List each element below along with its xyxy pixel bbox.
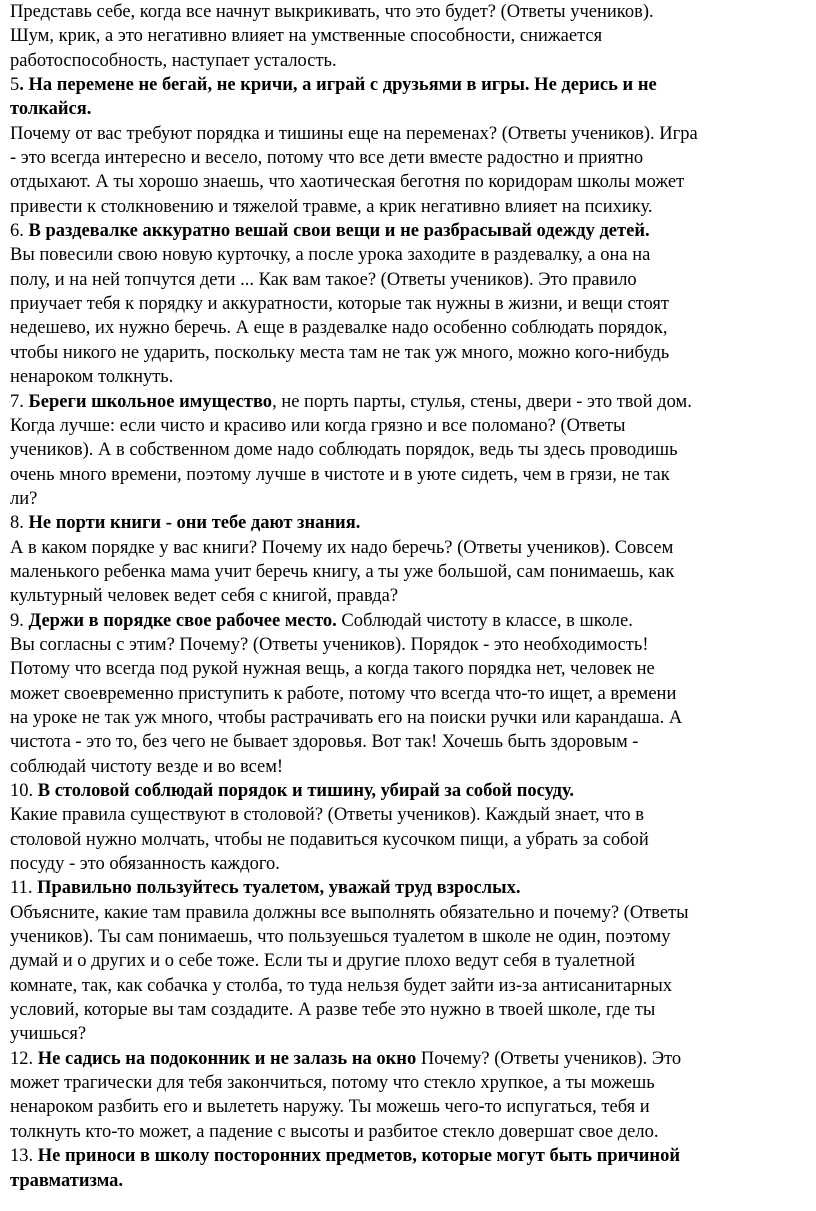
- text-run: 7.: [10, 391, 29, 412]
- text-run: Представь себе, когда все начнут выкрикивать, что это будет? (Ответы учеников).: [10, 2, 654, 22]
- text-line: [10, 1022, 804, 1046]
- paragraph: [10, 1144, 804, 1193]
- text-line: [10, 122, 804, 146]
- bold-text-run: толкайся.: [10, 99, 92, 120]
- text-line: [10, 1120, 804, 1144]
- text-line: [10, 633, 804, 657]
- text-line: [10, 1144, 804, 1168]
- text-line: [10, 49, 804, 73]
- text-run: учеников). А в собственном доме надо соблюдать порядок, ведь ты здесь проводишь: [10, 440, 678, 461]
- text-run: 10.: [10, 781, 38, 801]
- paragraph: [10, 73, 804, 219]
- text-run: Какие правила существуют в столовой? (Ответы учеников). Каждый знает, что в: [10, 805, 645, 826]
- text-run: соблюдай чистоту везде и во всем!: [10, 756, 284, 777]
- text-run: Потому что всегда под рукой нужная вещь, а когда такого порядка нет, человек не: [10, 659, 655, 680]
- text-run: чтобы никого не ударить, поскольку места там не так уж много, можно кого-нибудь: [10, 342, 670, 363]
- text-line: [10, 487, 804, 511]
- text-run: Объясните, какие там правила должны все выполнять обязательно и почему? (Ответы: [10, 902, 689, 923]
- text-line: [10, 365, 804, 389]
- text-line: [10, 438, 804, 462]
- text-run: Почему? (Ответы учеников). Это: [416, 1048, 682, 1069]
- text-line: [10, 560, 804, 584]
- text-line: [10, 974, 804, 998]
- paragraph: [10, 511, 804, 608]
- text-line: [10, 657, 804, 681]
- text-line: [10, 511, 804, 535]
- text-line: [10, 755, 804, 779]
- text-run: очень много времени, поэтому лучше в чистоте и в уюте сидеть, чем в грязи, не так: [10, 464, 670, 485]
- text-run: думай и о других и о себе тоже. Если ты и другие плохо ведут себя в туалетной: [10, 951, 635, 972]
- bold-text-run: Береги школьное имущество: [28, 391, 273, 412]
- text-run: 9.: [10, 610, 29, 631]
- text-line: [10, 24, 804, 48]
- text-line: [10, 146, 804, 170]
- text-line: [10, 0, 804, 24]
- bold-text-run: Не порти книги - они тебе дают знания.: [28, 513, 361, 534]
- text-run: - это всегда интересно и весело, потому что все дети вместе радостно и приятно: [10, 148, 644, 169]
- text-run: ли?: [10, 488, 38, 509]
- text-line: [10, 779, 804, 803]
- text-run: Соблюдай чистоту в классе, в школе.: [336, 610, 633, 631]
- text-run: Вы согласны с этим? Почему? (Ответы учеников). Порядок - это необходимость!: [10, 634, 649, 655]
- text-run: 8.: [10, 513, 29, 534]
- bold-text-run: В столовой соблюдай порядок и тишину, убирай за собой посуду.: [37, 781, 575, 801]
- paragraph: [10, 779, 804, 876]
- text-line: [10, 1095, 804, 1119]
- text-line: [10, 828, 804, 852]
- text-run: посуду - это обязанность каждого.: [10, 854, 280, 875]
- text-run: комнате, так, как собачка у столба, то туда нельзя будет зайти из-за антисанитарных: [10, 975, 673, 996]
- text-line: [10, 73, 804, 97]
- text-line: [10, 1047, 804, 1071]
- text-line: [10, 390, 804, 414]
- bold-text-run: Держи в порядке свое рабочее место.: [28, 610, 337, 631]
- text-run: на уроке не так уж много, чтобы растрачивать его на поиски ручки или карандаша. А: [10, 707, 683, 728]
- text-line: [10, 292, 804, 316]
- text-run: привести к столкновению и тяжелой травме, а крик негативно влияет на психику.: [10, 196, 653, 217]
- text-line: [10, 730, 804, 754]
- bold-text-run: Правильно пользуйтесь туалетом, уважай труд взрослых.: [37, 878, 521, 899]
- bold-text-run: Не приноси в школу посторонних предметов, которые могут быть причиной: [37, 1146, 680, 1167]
- paragraph: [10, 390, 804, 512]
- text-line: [10, 1169, 804, 1193]
- text-line: [10, 609, 804, 633]
- text-line: [10, 949, 804, 973]
- text-line: [10, 268, 804, 292]
- text-line: [10, 316, 804, 340]
- bold-text-run: В раздевалке аккуратно вешай свои вещи и не разбрасывай одежду детей.: [28, 221, 650, 242]
- text-line: [10, 925, 804, 949]
- text-run: отдыхают. А ты хорошо знаешь, что хаотическая беготня по коридорам школы может: [10, 172, 685, 193]
- paragraph: [10, 0, 804, 73]
- text-line: [10, 901, 804, 925]
- document-body: [10, 0, 804, 1193]
- text-run: может трагически для тебя закончиться, потому что стекло хрупкое, а ты можешь: [10, 1073, 655, 1094]
- text-run: учеников). Ты сам понимаешь, что пользуешься туалетом в школе не один, поэтому: [10, 927, 671, 948]
- text-line: [10, 1071, 804, 1095]
- paragraph: [10, 219, 804, 389]
- text-run: Когда лучше: если чисто и красиво или когда грязно и все поломано? (Ответы: [10, 415, 626, 436]
- text-run: маленького ребенка мама учит беречь книгу, а ты уже большой, сам понимаешь, как: [10, 561, 675, 582]
- paragraph: [10, 1047, 804, 1144]
- text-line: [10, 219, 804, 243]
- text-line: [10, 170, 804, 194]
- text-run: недешево, их нужно беречь. А еще в раздевалке надо особенно соблюдать порядок,: [10, 318, 668, 339]
- text-run: может своевременно приступить к работе, потому что всегда что-то ищет, а времени: [10, 683, 677, 704]
- text-line: [10, 97, 804, 121]
- text-run: работоспособность, наступает усталость.: [10, 50, 337, 71]
- text-line: [10, 682, 804, 706]
- text-run: 11.: [10, 878, 38, 899]
- text-run: культурный человек ведет себя с книгой, правда?: [10, 586, 399, 607]
- text-line: [10, 876, 804, 900]
- text-run: ненароком толкнуть.: [10, 367, 174, 388]
- text-run: толкнуть кто-то может, а падение с высоты и разбитое стекло довершат свое дело.: [10, 1121, 659, 1142]
- text-run: 12.: [10, 1048, 38, 1069]
- text-line: [10, 195, 804, 219]
- text-run: учишься?: [10, 1024, 87, 1045]
- paragraph: [10, 876, 804, 1046]
- text-run: Почему от вас требуют порядка и тишины еще на переменах? (Ответы учеников). Игра: [10, 123, 698, 144]
- text-run: чистота - это то, без чего не бывает здоровья. Вот так! Хочешь быть здоровым -: [10, 732, 639, 753]
- text-run: полу, и на ней топчутся дети ... Как вам такое? (Ответы учеников). Это правило: [10, 269, 637, 290]
- text-run: 5: [10, 75, 20, 96]
- bold-text-run: травматизма.: [10, 1170, 124, 1191]
- bold-text-run: . На перемене не бегай, не кричи, а играй с друзьями в игры. Не дерись и не: [19, 75, 657, 96]
- text-run: 13.: [10, 1146, 38, 1167]
- text-line: [10, 706, 804, 730]
- text-line: [10, 803, 804, 827]
- text-run: Вы повесили свою новую курточку, а после урока заходите в раздевалку, а она на: [10, 245, 651, 266]
- text-run: , не порть парты, стулья, стены, двери - это твой дом.: [272, 391, 692, 412]
- text-line: [10, 998, 804, 1022]
- text-run: 6.: [10, 221, 29, 242]
- text-run: условий, которые вы там создадите. А разве тебе это нужно в твоей школе, где ты: [10, 1000, 656, 1021]
- text-line: [10, 414, 804, 438]
- text-run: столовой нужно молчать, чтобы не подавиться кусочком пищи, а убрать за собой: [10, 829, 649, 850]
- text-line: [10, 341, 804, 365]
- text-line: [10, 852, 804, 876]
- text-line: [10, 243, 804, 267]
- paragraph: [10, 609, 804, 779]
- text-run: приучает тебя к порядку и аккуратности, которые так нужны в жизни, и вещи стоят: [10, 294, 669, 315]
- text-run: А в каком порядке у вас книги? Почему их надо беречь? (Ответы учеников). Совсем: [10, 537, 674, 558]
- text-line: [10, 584, 804, 608]
- text-line: [10, 536, 804, 560]
- text-line: [10, 463, 804, 487]
- text-run: Шум, крик, а это негативно влияет на умственные способности, снижается: [10, 26, 603, 47]
- bold-text-run: Не садись на подоконник и не залазь на окно: [37, 1048, 417, 1069]
- text-run: ненароком разбить его и вылететь наружу. Ты можешь чего-то испугаться, тебя и: [10, 1097, 650, 1118]
